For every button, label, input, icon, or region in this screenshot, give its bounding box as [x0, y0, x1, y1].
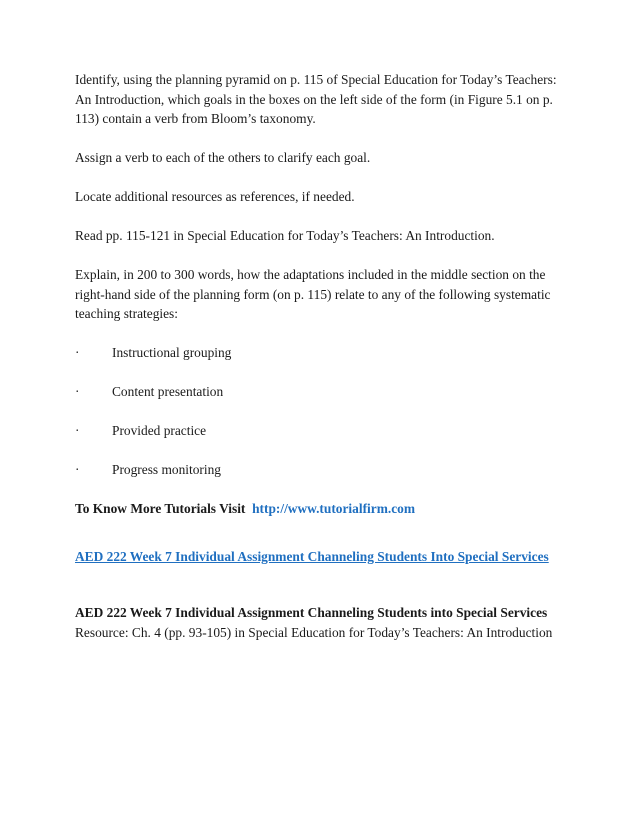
instruction-identify: Identify, using the planning pyramid on p. 115 of Special Education for Today’s Teachers: An Introduction, which goals in the boxes on the left side of the form (in Figure 5.1 on p. 113) contain a verb from Bloom’s taxonomy. [75, 72, 557, 126]
bullet-marker: · [75, 423, 80, 438]
promo-label: To Know More Tutorials Visit [75, 501, 246, 516]
document-page [75, 70, 575, 642]
next-assignment-line [75, 547, 575, 567]
next-section [75, 603, 575, 642]
bullet-marker: · [75, 384, 80, 399]
bullet-text: Progress monitoring [112, 462, 221, 477]
bullet-item [75, 382, 575, 402]
bullet-text: Instructional grouping [112, 345, 232, 360]
next-section-title: AED 222 Week 7 Individual Assignment Channeling Students into Special Services [75, 605, 548, 620]
tutorialfirm-link[interactable]: http://www.tutorialfirm.com [252, 501, 415, 516]
promo-line [75, 499, 575, 519]
bullet-marker: · [75, 345, 80, 360]
bullet-item [75, 460, 575, 480]
bullet-marker: · [75, 462, 80, 477]
bullet-text: Provided practice [112, 423, 207, 438]
instruction-explain: Explain, in 200 to 300 words, how the adaptations included in the middle section on the right-hand side of the planning form (on p. 115) relate to any of the following systematic teaching strategies: [75, 267, 551, 321]
next-section-resource: Resource: Ch. 4 (pp. 93-105) in Special Education for Today’s Teachers: An Introduction [75, 624, 553, 640]
instruction-assign: Assign a verb to each of the others to clarify each goal. [75, 150, 371, 165]
instruction-locate: Locate additional resources as references, if needed. [75, 189, 355, 204]
bullet-item [75, 421, 575, 441]
instruction-read: Read pp. 115-121 in Special Education for Today’s Teachers: An Introduction. [75, 228, 495, 243]
bullet-item [75, 343, 575, 363]
bullet-text: Content presentation [112, 384, 224, 399]
next-assignment-link[interactable]: AED 222 Week 7 Individual Assignment Channeling Students Into Special Services [75, 548, 549, 564]
